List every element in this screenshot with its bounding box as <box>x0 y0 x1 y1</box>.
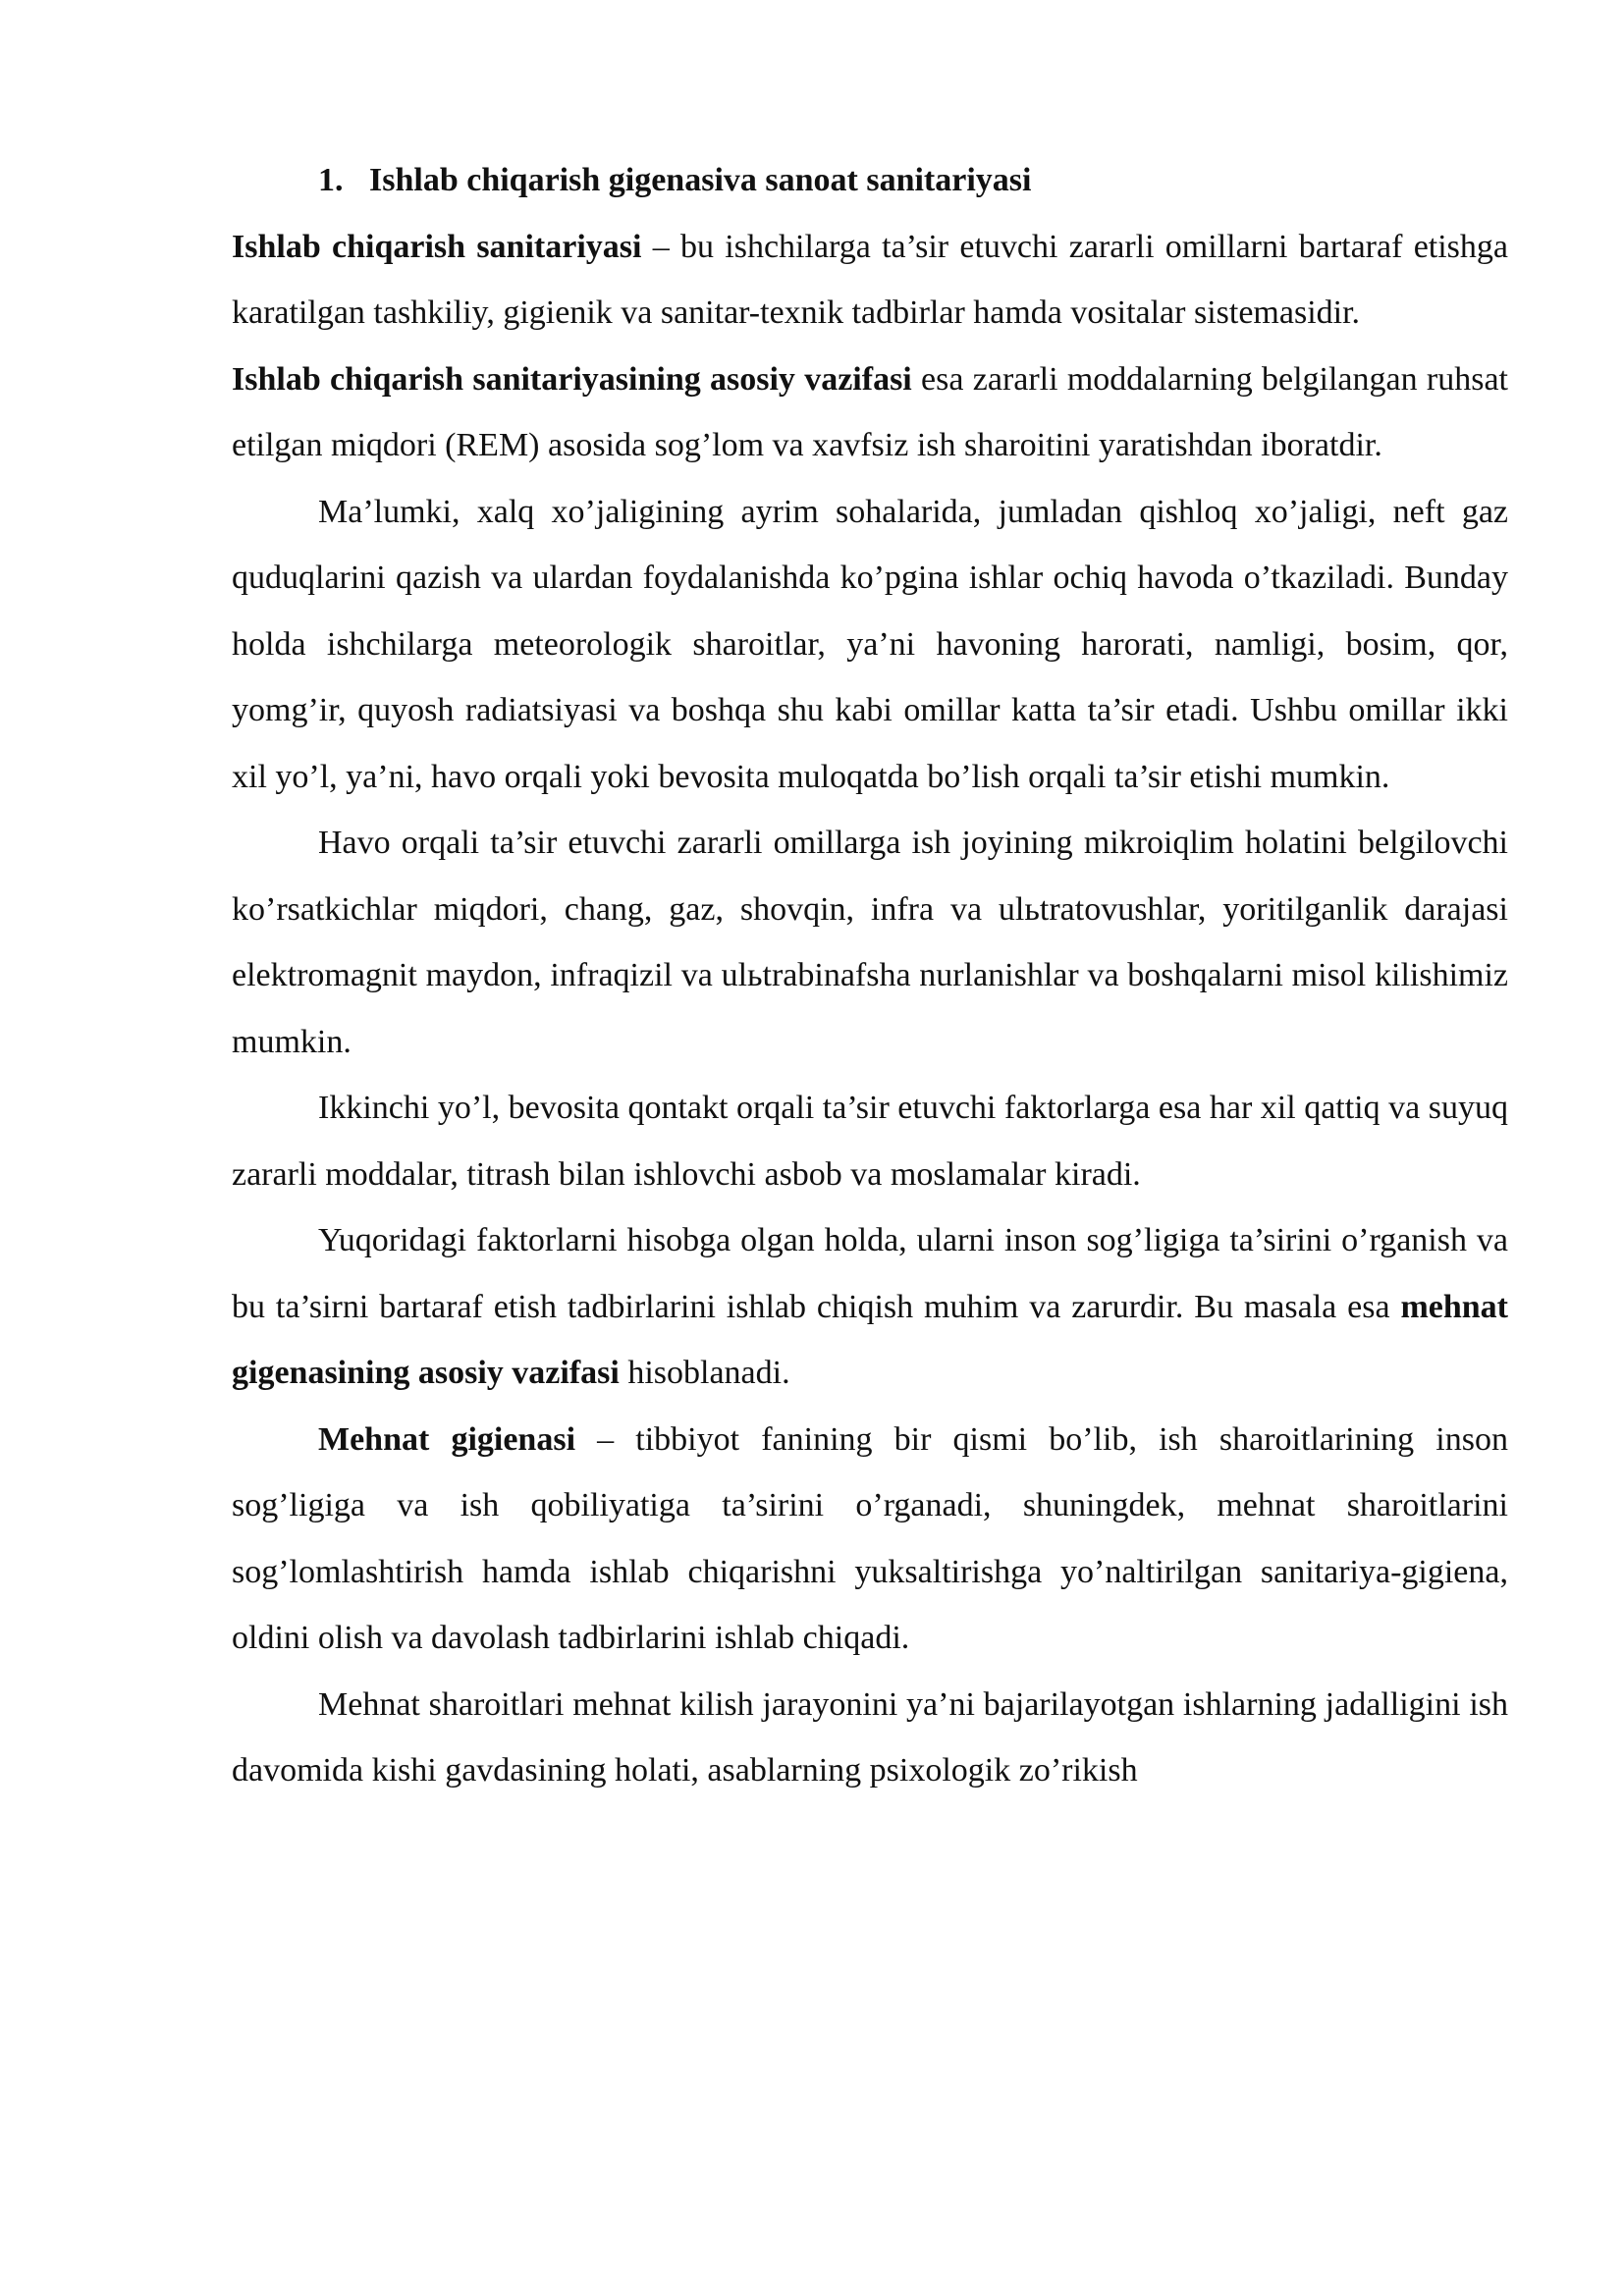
paragraph-text: Ma’lumki, xalq xo’jaligining ayrim sohalarida, jumladan qishloq xo’jaligi, neft gaz quduqlarini qazish va ulardan foydalanishda ko’pgina ishlar ochiq havoda o’tkaziladi. Bunday holda ishchilarga meteorologik sharoitlar, ya’ni havoning harorati, namligi, bosim, qor, yomg’ir, quyosh radiatsiyasi va boshqa shu kabi omillar katta ta’sir etadi. Ushbu omillar ikki xil yo’l, ya’ni, havo orqali yoki bevosita muloqatda bo’lish orqali ta’sir etishi mumkin. <box>232 493 1508 795</box>
section-title: Ishlab chiqarish gigenasiva sanoat sanitariyasi <box>369 162 1032 198</box>
document-page <box>232 147 1508 1804</box>
paragraph-text: esa zararli moddalarning belgilangan ruhsat etilgan miqdori (REM) asosida sog’lom va xavfsiz ish sharoitini yaratishdan iboratdir. <box>232 360 1508 463</box>
paragraph-meteorological <box>232 479 1508 811</box>
section-heading <box>232 147 1508 214</box>
paragraph-work-conditions <box>232 1672 1508 1804</box>
paragraph-definition-sanitation <box>232 214 1508 347</box>
paragraph-hygiene-task <box>232 1207 1508 1407</box>
paragraph-main-task <box>232 347 1508 479</box>
section-number: 1. <box>318 162 344 198</box>
paragraph-text: Ikkinchi yo’l, bevosita qontakt orqali ta’sir etuvchi faktorlarga esa har xil qattiq va suyuq zararli moddalar, titrash bilan ishlovchi asbob va moslamalar kiradi. <box>232 1090 1508 1193</box>
paragraph-text: – bu ishchilarga ta’sir etuvchi zararli omillarni bartaraf etishga karatilgan tashkiliy, gigienik va sanitar-texnik tadbirlar hamda vositalar sistemasidir. <box>232 228 1508 331</box>
term-bold: Ishlab chiqarish sanitariyasi <box>232 228 642 265</box>
paragraph-text: – tibbiyot fanining bir qismi bo’lib, ish sharoitlarining inson sog’ligiga va ish qobiliyatiga ta’sirini o’rganadi, shuningdek, mehnat sharoitlarini sog’lomlashtirish hamda ishlab chiqarishni yuksaltirishga yo’naltirilgan sanitariya-gigiena, oldini olish va davolash tadbirlarini ishlab chiqadi. <box>232 1420 1508 1656</box>
paragraph-definition-hygiene <box>232 1407 1508 1672</box>
paragraph-text: hisoblanadi. <box>619 1355 790 1391</box>
term-bold: Mehnat gigienasi <box>318 1420 576 1458</box>
paragraph-text: Havo orqali ta’sir etuvchi zararli omillarga ish joyining mikroiqlim holatini belgilovchi ko’rsatkichlar miqdori, chang, gaz, shovqin, infra va ulьtratovushlar, yoritilganlik darajasi elektromagnit maydon, infraqizil va ulьtrabinafsha nurlanishlar va boshqalarni misol kilishimiz mumkin. <box>232 825 1508 1060</box>
paragraph-contact-factors <box>232 1075 1508 1207</box>
term-bold: Ishlab chiqarish sanitariyasining asosiy vazifasi <box>232 360 912 398</box>
paragraph-air-factors <box>232 810 1508 1075</box>
term-bold: mehnat gigenasining asosiy vazifasi <box>232 1288 1508 1391</box>
paragraph-text: Yuqoridagi faktorlarni hisobga olgan holda, ularni inson sog’ligiga ta’sirini o’rganish va bu ta’sirni bartaraf etish tadbirlarini ishlab chiqish muhim va zarurdir. Bu masala esa <box>232 1222 1508 1325</box>
paragraph-text: Mehnat sharoitlari mehnat kilish jarayonini ya’ni bajarilayotgan ishlarning jadalligini ish davomida kishi gavdasining holati, asablarning psixologik zo’rikish <box>232 1685 1508 1789</box>
